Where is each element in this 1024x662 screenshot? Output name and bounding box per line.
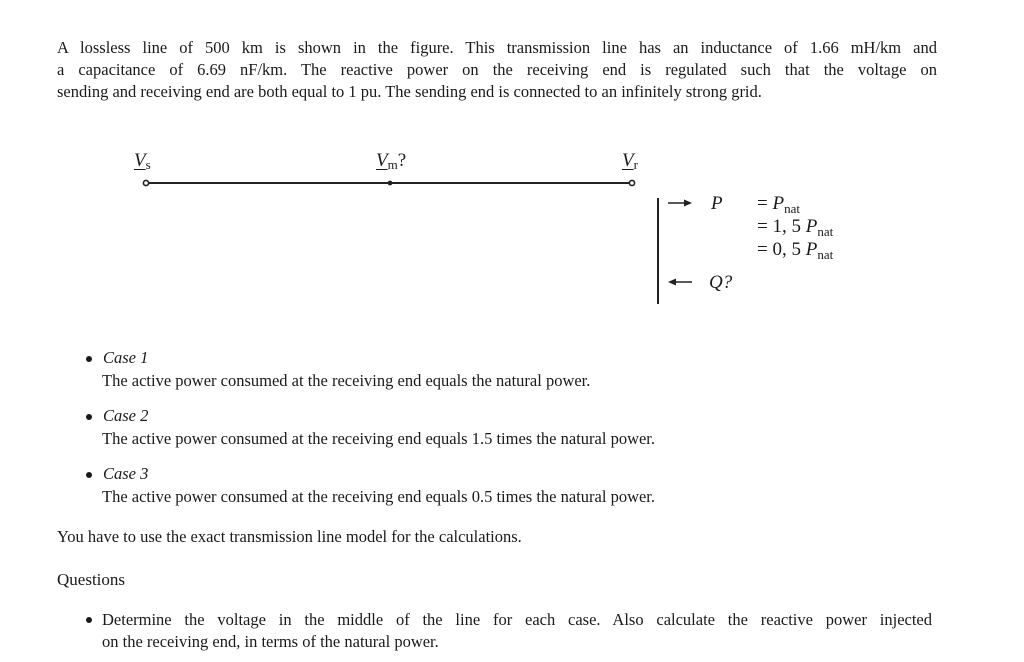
receiving-node [629,180,634,185]
case-3-description: The active power consumed at the receiving end equals 0.5 times the natural power. [102,487,656,506]
receiving-voltage-label [622,150,638,172]
intro-line-3: sending and receiving end are both equal to 1 pu. The sending end is connected to an infinitely strong grid. [57,82,762,101]
transmission-line-figure [0,0,1024,330]
voltage-subscript: s [145,157,151,172]
q-symbol: Q? [709,272,733,293]
active-power-symbol [711,193,723,215]
equation-row-3 [757,239,833,261]
unknown-marker: ? [397,150,407,171]
line-diagram-svg [0,0,1024,330]
case-2-description: The active power consumed at the receiving end equals 1.5 times the natural power. [102,429,656,448]
intro-line-1: A lossless line of 500 km is shown in the figure. This transmission line has an inductance of 1.66 mH/km and [57,38,937,57]
middle-voltage-label [376,150,406,172]
intro-line-2: a capacitance of 6.69 nF/km. The reactive power on the receiving end is regulated such that the voltage on [57,60,937,79]
p-symbol: P [711,193,723,214]
case-1-description: The active power consumed at the receiving end equals the natural power. [102,371,591,390]
nat-subscript: nat [784,201,800,216]
sending-node [143,180,148,185]
question-1-line-2: on the receiving end, in terms of the natural power. [102,632,439,651]
case-2-title: Case 2 [103,406,149,425]
p-symbol: P [805,239,818,260]
nat-subscript: nat [817,224,834,239]
p-symbol: P [772,193,785,214]
case-3-title: Case 3 [103,464,149,483]
arrow-right-icon [668,200,692,207]
nat-subscript: nat [817,247,834,262]
middle-node [388,181,393,186]
sending-voltage-label [134,150,151,172]
reactive-power-label [709,272,732,294]
bullet-icon [86,356,92,362]
arrow-left-icon [668,279,692,286]
equation-row-2 [757,216,833,238]
equals-sign: = [757,216,773,237]
voltage-symbol: V [134,150,146,171]
voltage-subscript: m [387,157,398,172]
equals-sign: = [757,239,773,260]
equals-sign: = [757,193,773,214]
case-1-title: Case 1 [103,348,149,367]
questions-heading: Questions [57,570,125,589]
coefficient: 0, 5 [772,239,806,260]
bullet-icon [86,472,92,478]
voltage-subscript: r [633,157,638,172]
question-1-line-1: Determine the voltage in the middle of the line for each case. Also calculate the reactive power injected [102,610,932,629]
voltage-symbol: V [376,150,388,171]
voltage-symbol: V [622,150,634,171]
coefficient: 1, 5 [772,216,806,237]
p-symbol: P [805,216,818,237]
model-note: You have to use the exact transmission line model for the calculations. [57,527,522,546]
bullet-icon [86,617,92,623]
equation-row-1 [757,193,800,215]
bullet-icon [86,414,92,420]
